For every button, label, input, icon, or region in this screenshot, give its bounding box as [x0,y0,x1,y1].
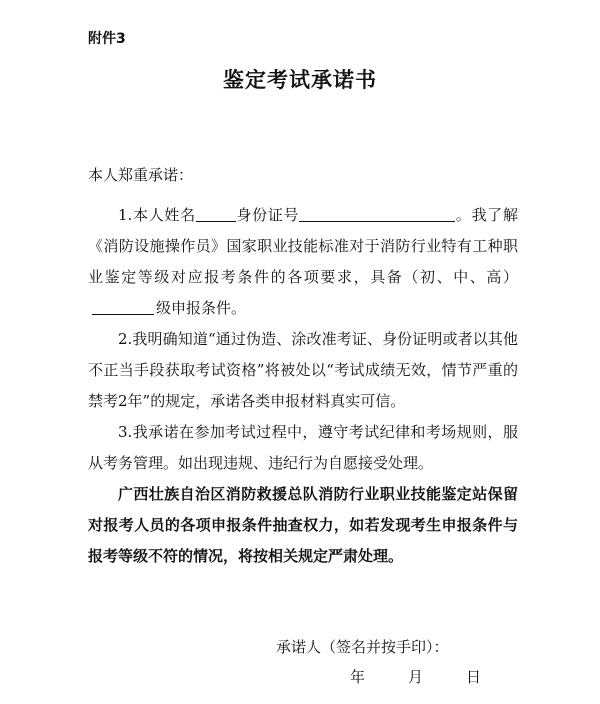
page-title: 鉴定考试承诺书 [223,68,377,92]
date-year-label: 年 [350,668,366,686]
date-day-label: 日 [466,668,482,686]
item-2-paragraph: 2.我明确知道“通过伪造、涂改准考证、身份证明或者以其他不正当手段获取考试资格”将被处以“考试成绩无效，情节严重的禁考2年”的规定，承诺各类申报材料真实可信。 [88,330,518,410]
name-blank [196,206,236,222]
attachment-label: 附件3 [88,31,126,47]
id-number-blank [299,206,455,222]
item-1-level-suffix: 级申报条件。 [156,299,247,317]
level-blank [92,299,154,315]
notice-paragraph: 广西壮族自治区消防救援总队消防行业职业技能鉴定站保留对报考人员的各项申报条件抽查权力，如若发现考生申报条件与报考等级不符的情况，将按相关规定严肃处理。 [88,485,518,565]
opening-line: 本人郑重承诺： [88,166,194,184]
item-2-block [88,324,518,417]
notice-block [88,479,518,572]
item-3-paragraph: 3.我承诺在参加考试过程中，遵守考试纪律和考场规则，服从考务管理。如出现违规、违纪行为自愿接受处理。 [88,423,518,472]
item-1-name-label: 1.本人姓名 [118,206,196,224]
item-1-requirements-text: 。我了解《消防设施操作员》国家职业技能标准对于消防行业特有工种职业鉴定等级对应报考条件的各项要求，具备（初、中、高） [88,206,518,286]
date-row [350,666,481,687]
signature-label: 承诺人（签名并按手印）： [276,638,449,656]
date-month-label: 月 [408,668,424,686]
item-1-block [88,200,518,324]
item-1-id-label: 身份证号 [235,206,300,224]
item-1-paragraph [88,200,518,324]
item-3-block [88,417,518,479]
